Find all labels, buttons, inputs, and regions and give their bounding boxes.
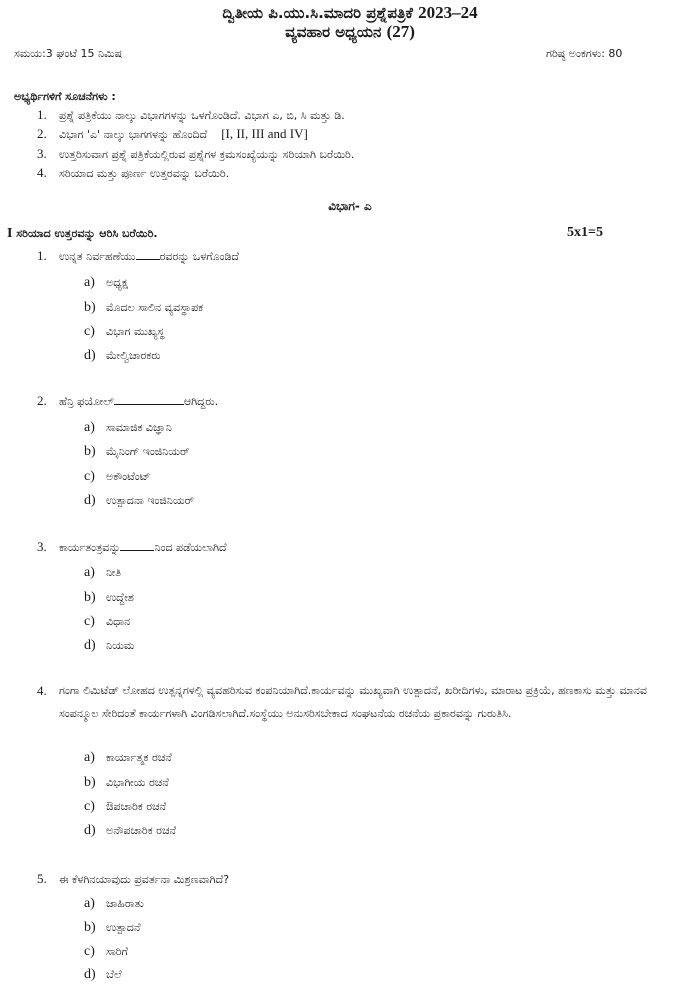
option-a xyxy=(84,420,172,436)
subject-title xyxy=(0,22,700,42)
option-text: ಮೊದಲ ಸಾಲಿನ ವ್ಯವಸ್ಥಾಪಕ xyxy=(106,301,204,314)
option-text: ಅಕೌಂಟೆಂಟ್ xyxy=(106,470,151,483)
instruction-text: ಉತ್ತರಿಸುವಾಗ ಪ್ರಶ್ನೆ ಪತ್ರಿಕೆಯಲ್ಲಿರುವ ಪ್ರಶ್ನೆಗಳ ಕ್ರಮಸಂಖ್ಯೆಯನ್ನು ಸರಿಯಾಗಿ ಬರೆಯಿರಿ. xyxy=(59,148,355,161)
option-label: b) xyxy=(84,775,96,790)
instruction-item xyxy=(37,146,354,162)
option-d xyxy=(84,967,122,983)
option-label: c) xyxy=(84,799,95,814)
part-instruction: ಸರಿಯಾದ ಉತ್ತರವನ್ನು ಆರಿಸಿ ಬರೆಯಿರಿ. xyxy=(16,227,158,240)
option-c xyxy=(84,799,166,815)
question-text-before: ಕಾರ್ಯತಂತ್ರವನ್ನು xyxy=(59,541,121,554)
option-b xyxy=(84,920,140,936)
paper-title-text: ದ್ವಿತೀಯ ಪಿ.ಯು.ಸಿ.ಮಾದರಿ ಪ್ರಶ್ನೆಪತ್ರಿಕೆ xyxy=(222,4,413,22)
option-label: a) xyxy=(84,275,95,290)
question-number: 4. xyxy=(37,683,47,698)
answer-blank xyxy=(136,250,160,260)
question-text-after: ರವರನ್ನು ಒಳಗೊಂಡಿದೆ xyxy=(159,250,239,263)
question-number: 1. xyxy=(37,248,47,263)
instruction-number: 4. xyxy=(37,165,47,180)
part-heading xyxy=(7,226,158,242)
instructions-heading: ಅಭ್ಯರ್ಥಿಗಳಿಗೆ ಸೂಚನೆಗಳು : xyxy=(14,90,116,103)
option-text: ಅನೌಪಚಾರಿಕ ರಚನೆ xyxy=(106,824,177,837)
option-c xyxy=(84,944,128,960)
option-b xyxy=(84,300,203,316)
question-2 xyxy=(37,393,218,409)
option-text: ವಿಭಾಗ ಮುಖ್ಯಸ್ಥ xyxy=(106,325,165,338)
instruction-item xyxy=(37,107,345,123)
option-text: ವಿಧಾನ xyxy=(106,615,131,628)
option-b xyxy=(84,590,134,606)
question-3 xyxy=(37,539,227,555)
option-text: ಜಾಹಿರಾತು xyxy=(106,897,144,910)
option-label: a) xyxy=(84,565,95,580)
question-text-before: ಹೆನ್ರಿ ಫಯೋಲ್ xyxy=(59,395,114,408)
instruction-extra: [I, II, III and IV] xyxy=(221,126,308,141)
max-marks: ಗರಿಷ್ಠ ಅಂಕಗಳು: 80 xyxy=(546,47,623,60)
section-title: ವಿಭಾಗ- ಎ xyxy=(328,199,372,213)
instruction-number: 1. xyxy=(37,107,47,122)
option-label: c) xyxy=(84,324,95,339)
subject-name: ವ್ಯವಹಾರ ಅಧ್ಯಯನ xyxy=(285,23,382,41)
option-label: c) xyxy=(84,469,95,484)
option-b xyxy=(84,444,189,460)
option-d xyxy=(84,823,176,839)
instruction-number: 3. xyxy=(37,146,47,161)
option-d xyxy=(84,348,161,364)
option-a xyxy=(84,896,144,912)
option-a xyxy=(84,565,121,581)
paper-title xyxy=(0,3,700,23)
option-text: ಔಪಚಾರಿಕ ರಚನೆ xyxy=(106,800,167,813)
option-text: ನೀತಿ xyxy=(106,566,122,579)
option-text: ಬೆಲೆ xyxy=(106,968,122,981)
question-number: 2. xyxy=(37,393,47,408)
option-text: ಸಾಮಾಜಿಕ ವಿಜ್ಞಾನಿ xyxy=(106,421,172,434)
option-label: a) xyxy=(84,750,95,765)
option-d xyxy=(84,638,134,654)
option-text: ಸಾರಿಗೆ xyxy=(106,945,128,958)
exam-duration: ಸಮಯ:3 ಘಂಟೆ 15 ನಿಮಿಷ xyxy=(14,47,123,60)
option-c xyxy=(84,469,150,485)
option-label: d) xyxy=(84,348,96,363)
option-c xyxy=(84,614,130,630)
option-text: ಕಾರ್ಯಾತ್ಮಕ ರಚನೆ xyxy=(106,751,172,764)
option-a xyxy=(84,750,172,766)
option-label: b) xyxy=(84,444,96,459)
option-text: ಮೈನಿಂಗ್ ಇಂಜಿನಿಯರ್ xyxy=(106,445,190,458)
question-text-after: ನಿಂದ ಪಡೆಯಲಾಗಿದೆ xyxy=(154,541,227,554)
question-text-after: ಆಗಿದ್ದರು. xyxy=(183,395,219,408)
option-text: ಅಧ್ಯಕ್ಷ xyxy=(106,276,128,289)
paper-year: 2023–24 xyxy=(418,3,478,22)
part-marks: 5x1=5 xyxy=(567,225,603,240)
option-c xyxy=(84,324,164,340)
option-label: d) xyxy=(84,638,96,653)
instruction-text: ವಿಭಾಗ 'ಎ' ನಾಲ್ಕು ಭಾಗಗಳನ್ನು ಹೊಂದಿದೆ xyxy=(59,128,208,141)
option-label: c) xyxy=(84,614,95,629)
answer-blank xyxy=(120,541,154,551)
question-number: 3. xyxy=(37,539,47,554)
question-number: 5. xyxy=(37,871,47,886)
option-label: b) xyxy=(84,920,96,935)
question-4 xyxy=(37,679,687,725)
instruction-number: 2. xyxy=(37,126,47,141)
option-label: d) xyxy=(84,493,96,508)
option-text: ವಿಭಾಗೀಯ ರಚನೆ xyxy=(106,776,169,789)
question-text-before: ಉನ್ನತ ನಿರ್ವಹಣೆಯು xyxy=(59,250,136,263)
option-label: b) xyxy=(84,300,96,315)
option-label: a) xyxy=(84,896,95,911)
instruction-item xyxy=(37,165,229,181)
question-text: ಈ ಕೆಳಗಿನಯಾವುದು ಪ್ರವರ್ತನಾ ಮಿಶ್ರಣವಾಗಿದೆ? xyxy=(59,873,230,886)
option-a xyxy=(84,275,128,291)
subject-code: (27) xyxy=(386,22,415,41)
option-text: ನಿಯಮ xyxy=(106,639,135,652)
option-label: c) xyxy=(84,944,95,959)
option-label: b) xyxy=(84,590,96,605)
option-text: ಮೇಲ್ವಿಚಾರಕರು xyxy=(106,349,161,362)
option-label: d) xyxy=(84,823,96,838)
question-1 xyxy=(37,248,239,264)
option-label: d) xyxy=(84,967,96,982)
answer-blank xyxy=(114,395,184,405)
instruction-item xyxy=(37,126,308,142)
option-text: ಉತ್ಪಾದನಾ ಇಂಜಿನಿಯರ್ xyxy=(106,494,195,507)
option-label: a) xyxy=(84,420,95,435)
option-text: ಉತ್ಪಾದನೆ xyxy=(106,921,141,934)
option-d xyxy=(84,493,194,509)
instruction-text: ಪ್ರಶ್ನೆ ಪತ್ರಿಕೆಯು ನಾಲ್ಕು ವಿಭಾಗಗಳನ್ನು ಒಳಗೊಂಡಿದೆ. ವಿಭಾಗ ಎ, ಬಿ, ಸಿ ಮತ್ತು ಡಿ. xyxy=(59,109,345,122)
question-5 xyxy=(37,871,229,887)
part-number: I xyxy=(7,226,13,241)
option-text: ಉದ್ದೇಶ xyxy=(106,591,134,604)
question-text: ಗಂಗಾ ಲಿಮಿಟೆಡ್ ಲೋಹದ ಉತ್ಪನ್ನಗಳಲ್ಲಿ ವ್ಯವಹರಿಸುವ ಕಂಪನಿಯಾಗಿದೆ.ಕಾರ್ಯವನ್ನು ಮುಖ್ಯವಾಗಿ ಉತ್ಪಾದನೆ, ಖರೀದಿಗಳು, ಮಾರಾಟ ಪ್ರಕ್ರಿಯೆ, ಹಣಕಾಸು ಮತ್ತು ಮಾನವ ಸಂಪನ್ಮೂಲ ಸೇರಿದಂತೆ ಕಾರ್ಯಗಳಾಗಿ ವಿಂಗಡಿಸಲಾಗಿದೆ.ಸಂಸ್ಥೆಯು ಅನುಸರಿಸಬೇಕಾದ ಸಂಘಟನೆಯ ರಚನೆಯ ಪ್ರಕಾರವನ್ನು ಗುರುತಿಸಿ. xyxy=(59,684,647,720)
instruction-text: ಸರಿಯಾದ ಮತ್ತು ಪೂರ್ಣ ಉತ್ತರವನ್ನು ಬರೆಯಿರಿ. xyxy=(59,167,230,180)
option-b xyxy=(84,775,169,791)
